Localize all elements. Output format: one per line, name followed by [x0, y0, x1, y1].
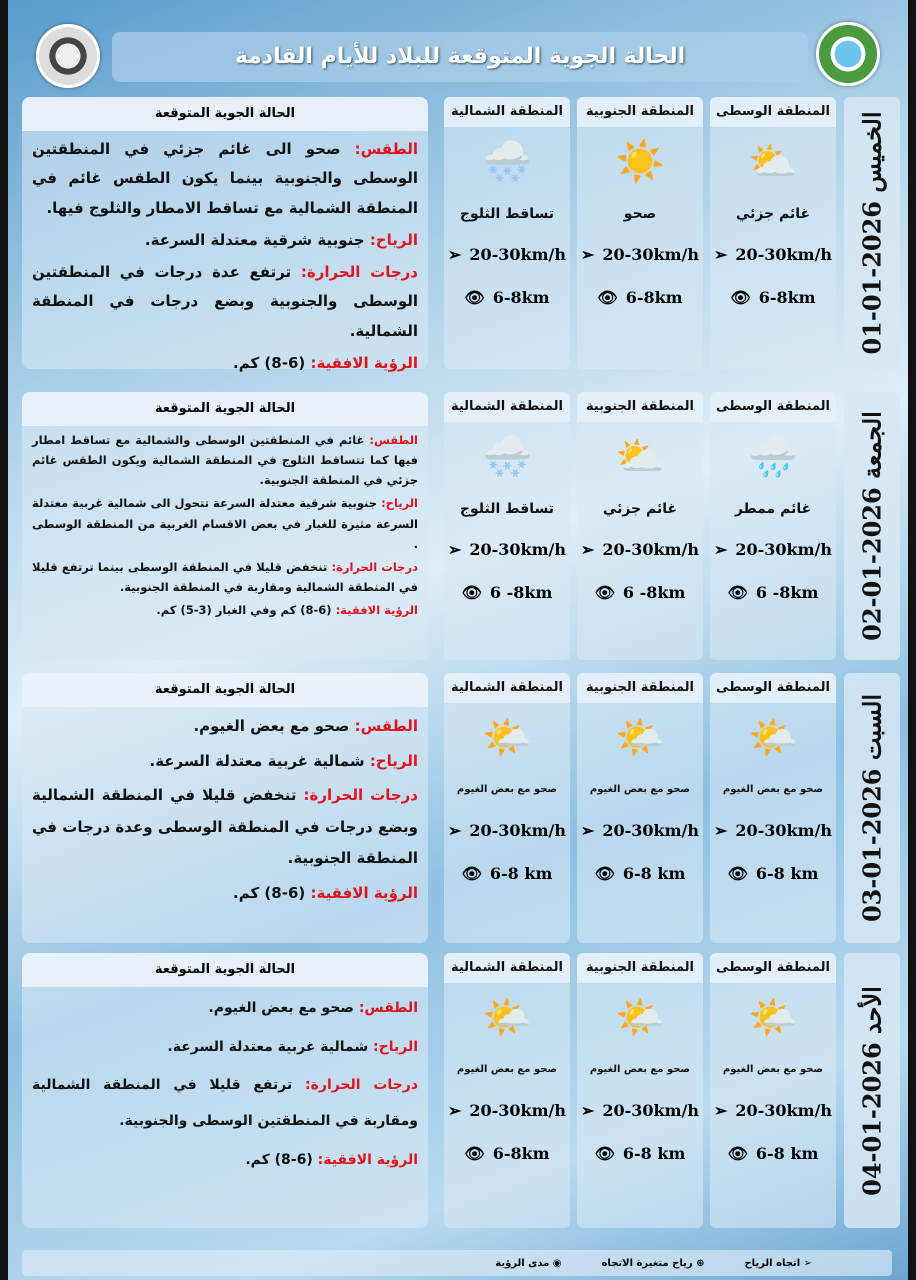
description-header: الحالة الجوية المتوقعة — [22, 673, 428, 707]
sunny-icon: ☀️ — [615, 139, 665, 185]
description-header: الحالة الجوية المتوقعة — [22, 953, 428, 987]
day-row — [22, 392, 900, 660]
wind-arrow-icon: ➢ — [713, 820, 728, 840]
visibility: 👁 6-8km — [597, 287, 683, 307]
desc-temp: درجات الحرارة: تنخفض قليلا في المنطقة الشمالية وبضع درجات في المنطقة الوسطى وعدة درجات في المنطقة الجنوبية. — [32, 786, 418, 867]
region-name: المنطقة الشمالية — [444, 392, 570, 422]
condition: صحو مع بعض الغيوم — [456, 784, 558, 795]
region-card — [444, 97, 570, 369]
condition: صحو مع بعض الغيوم — [722, 1064, 824, 1075]
region-card — [577, 392, 703, 660]
desc-wind: الرياح: جنوبية شرقية معتدلة السرعة تتحول الى شمالية غربية معتدلة السرعة مثيرة للغبار في بعض الاقسام الغربية من المنطقة الوسطى . — [32, 496, 418, 551]
wind-arrow-icon: ➢ — [713, 1100, 728, 1120]
rain-icon: 🌧️ — [748, 434, 798, 480]
region-name: المنطقة الوسطى — [710, 673, 836, 703]
region-name: المنطقة الوسطى — [710, 97, 836, 127]
wind-arrow-icon: ➢ — [713, 539, 728, 559]
legend — [22, 1250, 892, 1276]
visibility: 👁 6 -8km — [594, 582, 686, 602]
partly-cloudy-icon: ⛅ — [748, 139, 798, 185]
eye-icon: 👁 — [461, 863, 482, 883]
visibility: 👁 6-8 km — [727, 1143, 819, 1163]
wind-arrow-icon: ➢ — [580, 244, 595, 264]
desc-wind: الرياح: شمالية غربية معتدلة السرعة. — [167, 1038, 418, 1055]
wind-speed: ➢ 20-30km/h — [580, 244, 700, 264]
legend-wind-direction: ➢ اتجاه الرياح — [744, 1257, 812, 1269]
sun-cloud-icon: 🌤️ — [748, 715, 798, 761]
condition: صحو مع بعض الغيوم — [456, 1064, 558, 1075]
desc-wind: الرياح: جنوبية شرقية معتدلة السرعة. — [144, 230, 418, 249]
condition: صحو مع بعض الغيوم — [589, 1064, 691, 1075]
desc-temp: درجات الحرارة: ترتفع قليلا في المنطقة الشمالية ومقاربة في المنطقتين الوسطى والجنوبية. — [32, 1077, 419, 1130]
region-name: المنطقة الجنوبية — [577, 673, 703, 703]
forecast-infographic — [8, 0, 908, 1280]
region-card — [577, 953, 703, 1228]
forecast-description — [22, 97, 428, 372]
region-name: المنطقة الشمالية — [444, 97, 570, 127]
eye-icon: 👁 — [727, 1143, 748, 1163]
forecast-description — [22, 673, 428, 943]
region-name: المنطقة الجنوبية — [577, 392, 703, 422]
wind-speed: ➢ 20-30km/h — [447, 244, 567, 264]
region-name: المنطقة الوسطى — [710, 953, 836, 983]
compass-icon: ⊕ — [696, 1257, 705, 1269]
day-date: الأحد 2026-01-04 — [844, 953, 900, 1228]
wind-speed: ➢ 20-30km/h — [713, 539, 833, 559]
sun-cloud-icon: 🌤️ — [482, 995, 532, 1041]
wind-arrow-icon: ➢ — [580, 539, 595, 559]
day-row — [22, 97, 900, 372]
eye-icon: ◉ — [552, 1257, 562, 1269]
sun-cloud-icon: 🌤️ — [615, 715, 665, 761]
region-name: المنطقة الجنوبية — [577, 953, 703, 983]
snow-icon: 🌨️ — [482, 139, 532, 185]
wind-arrow-icon: ➢ — [803, 1257, 812, 1269]
wind-speed: ➢ 20-30km/h — [580, 820, 700, 840]
desc-weather: الطقس: صحو الى غائم جزئي في المنطقتين الوسطى والجنوبية بينما يكون الطقس غائم في المنطقة الشمالية مع تساقط الامطار والثلوج فيها. — [32, 140, 418, 217]
eye-icon: 👁 — [597, 287, 618, 307]
eye-icon: 👁 — [461, 582, 482, 602]
condition: صحو مع بعض الغيوم — [589, 784, 691, 795]
wind-speed: ➢ 20-30km/h — [713, 244, 833, 264]
visibility: 👁 6-8 km — [594, 1143, 686, 1163]
forecast-description — [22, 392, 428, 660]
wind-speed: ➢ 20-30km/h — [447, 1100, 567, 1120]
eye-icon: 👁 — [594, 582, 615, 602]
description-header: الحالة الجوية المتوقعة — [22, 392, 428, 426]
region-card — [577, 673, 703, 943]
region-card — [444, 673, 570, 943]
desc-vis: الرؤية الافقية: (6-8) كم. — [245, 1151, 418, 1168]
wind-arrow-icon: ➢ — [447, 1100, 462, 1120]
region-card — [444, 953, 570, 1228]
region-name: المنطقة الوسطى — [710, 392, 836, 422]
condition: تساقط الثلوج — [459, 206, 555, 222]
day-date: الجمعة 2026-01-02 — [844, 392, 900, 660]
forecast-authority-logo — [36, 24, 100, 88]
desc-weather: الطقس: صحو مع بعض الغيوم. — [193, 717, 418, 735]
sun-cloud-icon: 🌤️ — [482, 715, 532, 761]
wind-speed: ➢ 20-30km/h — [580, 1100, 700, 1120]
legend-variable-wind: ⊕ رياح متغيرة الاتجاه — [601, 1257, 705, 1269]
region-card — [710, 97, 836, 369]
condition: صحو مع بعض الغيوم — [722, 784, 824, 795]
wind-arrow-icon: ➢ — [447, 244, 462, 264]
description-header: الحالة الجوية المتوقعة — [22, 97, 428, 131]
region-card — [444, 392, 570, 660]
eye-icon: 👁 — [730, 287, 751, 307]
wind-speed: ➢ 20-30km/h — [713, 820, 833, 840]
eye-icon: 👁 — [464, 287, 485, 307]
condition: غائم جزئي — [602, 501, 678, 517]
eye-icon: 👁 — [727, 863, 748, 883]
region-card — [577, 97, 703, 369]
desc-vis: الرؤية الافقية: (6-8) كم وفي الغبار (3-5) كم. — [156, 603, 418, 617]
wind-arrow-icon: ➢ — [713, 244, 728, 264]
visibility: 👁 6-8km — [464, 1143, 550, 1163]
desc-temp: درجات الحرارة: ترتفع عدة درجات في المنطقتين الوسطى والجنوبية وبضع درجات في المنطقة الشمالية. — [32, 263, 419, 340]
day-row — [22, 673, 900, 943]
region-card — [710, 392, 836, 660]
region-card — [710, 953, 836, 1228]
snow-icon: 🌨️ — [482, 434, 532, 480]
wind-speed: ➢ 20-30km/h — [580, 539, 700, 559]
forecast-description — [22, 953, 428, 1228]
eye-icon: 👁 — [727, 582, 748, 602]
visibility: 👁 6 -8km — [727, 582, 819, 602]
sun-cloud-icon: 🌤️ — [615, 995, 665, 1041]
desc-weather: الطقس: صحو مع بعض الغيوم. — [208, 1000, 418, 1016]
region-name: المنطقة الشمالية — [444, 953, 570, 983]
condition: تساقط الثلوج — [459, 501, 555, 517]
desc-vis: الرؤية الافقية: (6-8) كم. — [233, 353, 418, 372]
condition: غائم ممطر — [734, 501, 812, 517]
condition: غائم جزئي — [735, 206, 811, 222]
wind-arrow-icon: ➢ — [447, 539, 462, 559]
page-title: الحالة الجوية المتوقعة للبلاد للأيام القادمة — [112, 32, 808, 82]
desc-wind: الرياح: شمالية غربية معتدلة السرعة. — [149, 751, 418, 770]
visibility: 👁 6-8 km — [461, 863, 553, 883]
region-name: المنطقة الجنوبية — [577, 97, 703, 127]
eye-icon: 👁 — [464, 1143, 485, 1163]
visibility: 👁 6 -8km — [461, 582, 553, 602]
visibility: 👁 6-8km — [730, 287, 816, 307]
region-name: المنطقة الشمالية — [444, 673, 570, 703]
day-row — [22, 953, 900, 1228]
sun-cloud-icon: 🌤️ — [748, 995, 798, 1041]
wind-arrow-icon: ➢ — [447, 820, 462, 840]
wind-speed: ➢ 20-30km/h — [447, 820, 567, 840]
meteorology-organization-logo — [816, 22, 880, 86]
region-card — [710, 673, 836, 943]
partly-cloudy-icon: ⛅ — [615, 434, 665, 480]
legend-visibility: ◉ مدى الرؤية — [495, 1257, 562, 1269]
visibility: 👁 6-8 km — [727, 863, 819, 883]
wind-arrow-icon: ➢ — [580, 1100, 595, 1120]
wind-speed: ➢ 20-30km/h — [447, 539, 567, 559]
visibility: 👁 6-8 km — [594, 863, 686, 883]
condition: صحو — [623, 206, 657, 222]
wind-speed: ➢ 20-30km/h — [713, 1100, 833, 1120]
eye-icon: 👁 — [594, 863, 615, 883]
desc-vis: الرؤية الافقية: (6-8) كم. — [233, 883, 418, 902]
day-date: السبت 2026-01-03 — [844, 673, 900, 943]
eye-icon: 👁 — [594, 1143, 615, 1163]
wind-arrow-icon: ➢ — [580, 820, 595, 840]
visibility: 👁 6-8km — [464, 287, 550, 307]
day-date: الخميس 2026-01-01 — [844, 97, 900, 369]
desc-temp: درجات الحرارة: تنخفض قليلا في المنطقة الوسطى بينما ترتفع قليلا في المنطقة الشمالية ومقاربة في المنطقة الجنوبية. — [32, 559, 418, 594]
desc-weather: الطقس: غائم في المنطقتين الوسطى والشمالية مع تساقط امطار فيها كما تتساقط الثلوج في المنطقة الشمالية ويكون الطقس غائم جزئي في المنطقة الجنوبية. — [32, 433, 418, 488]
